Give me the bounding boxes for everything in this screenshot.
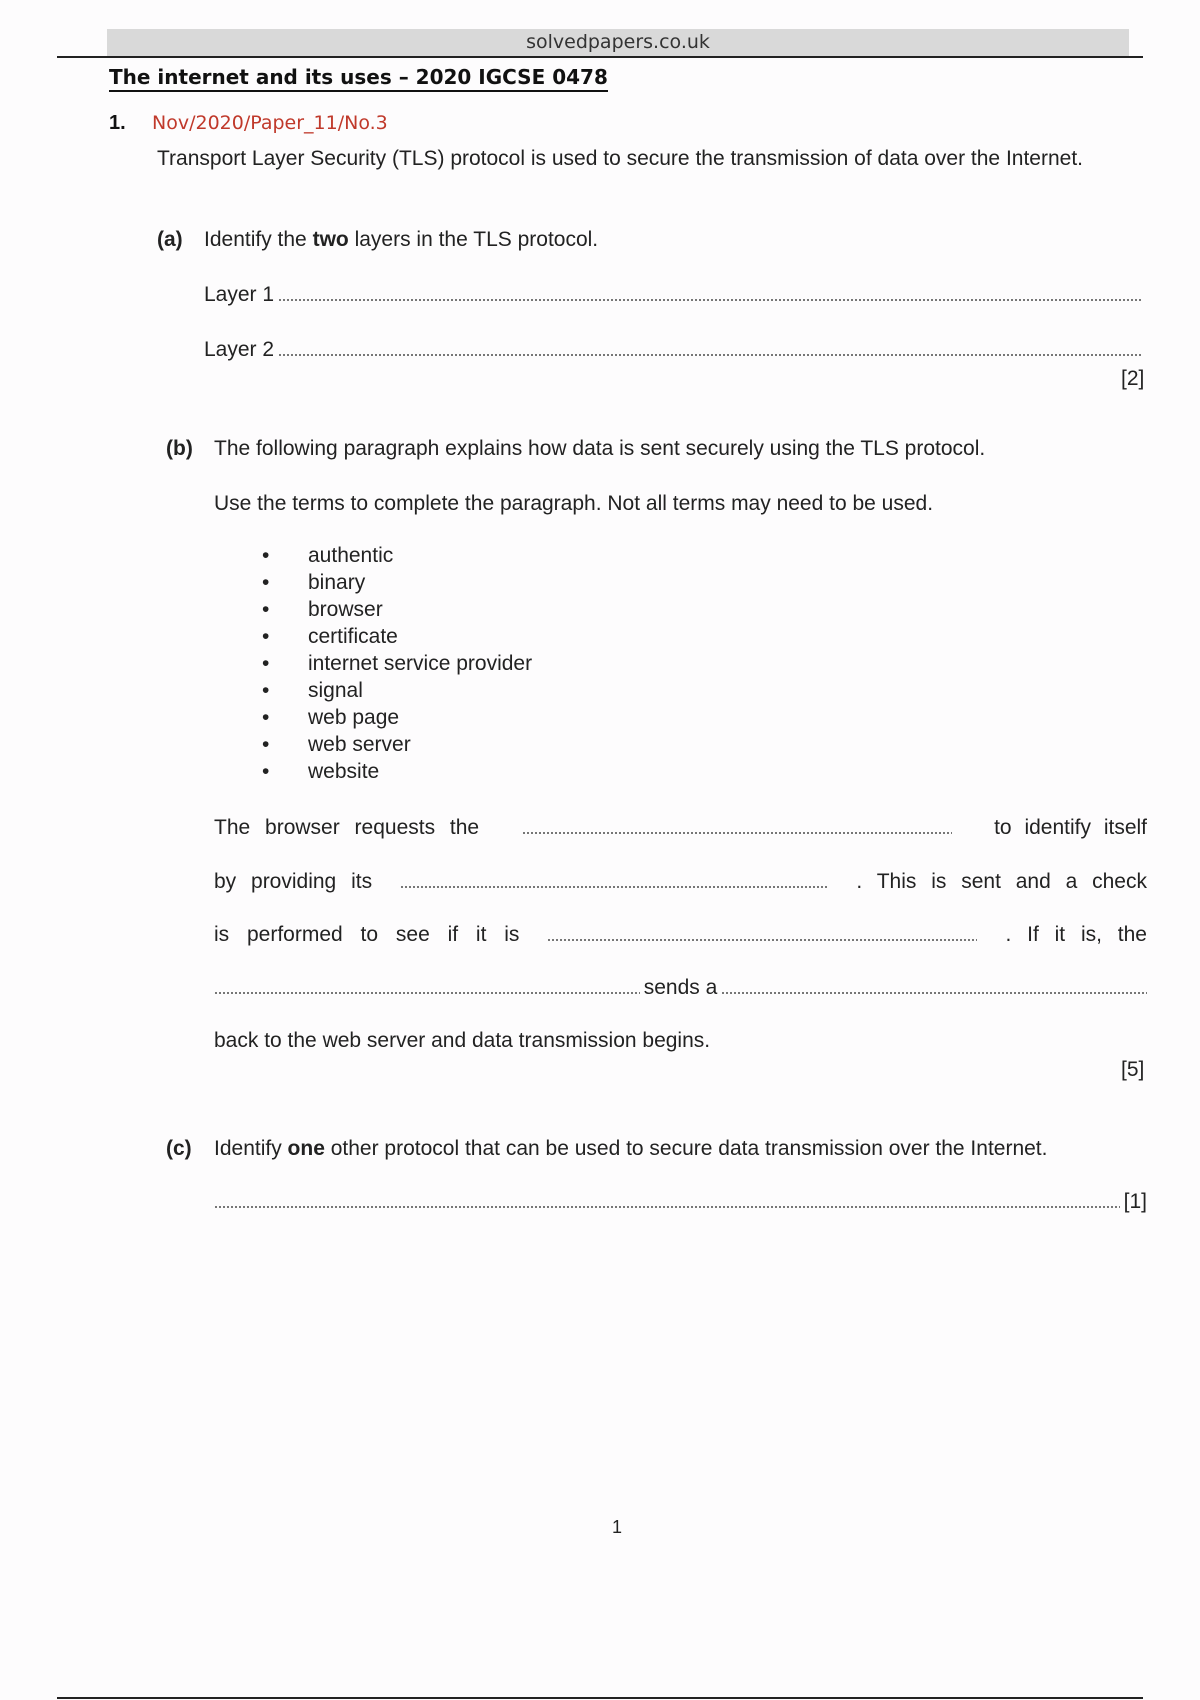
page-title: The internet and its uses – 2020 IGCSE 0478 [109,64,608,92]
terms-list [262,542,532,785]
list-item: • certificate [262,623,532,650]
layer-2-answer-line[interactable] [204,338,1146,362]
site-banner: solvedpapers.co.uk [107,29,1129,56]
part-b-intro: The following paragraph explains how data is sent securely using the TLS protocol. [214,437,986,460]
paragraph-line-5: back to the web server and data transmission begins. [214,1029,711,1052]
paragraph-text: is performed to see if it is [214,923,520,946]
part-c-dotted-line [214,1205,1120,1209]
page-number: 1 [611,1517,622,1537]
part-a-label: (a) [157,228,183,251]
paragraph-text: sends a [643,976,718,999]
paragraph-line-3 [214,917,1147,947]
paragraph-line-2 [214,864,1147,894]
part-c-answer-line[interactable] [214,1190,1147,1214]
list-item: • web server [262,731,532,758]
paragraph-text: The browser requests the [214,816,480,839]
paragraph-text: by providing its [214,870,373,893]
blank-4[interactable] [214,991,640,995]
question-number: 1. [109,112,126,134]
part-c-question: Identify one other protocol that can be used to secure data transmission over the Internet. [214,1137,1048,1160]
part-c-marks: [1] [1123,1190,1147,1213]
blank-1[interactable] [522,831,952,835]
list-item: • binary [262,569,532,596]
paragraph-text: to identify itself [994,816,1147,839]
list-item: • internet service provider [262,650,532,677]
list-item: • website [262,758,532,785]
question-stem: Transport Layer Security (TLS) protocol is used to secure the transmission of data over the Internet. [157,147,1083,170]
paragraph-text: . If it is, the [1005,923,1147,946]
footer-rule [57,1697,1143,1699]
layer-1-label: Layer 1 [204,283,275,306]
paragraph-text: . This is sent and a check [856,870,1147,893]
layer-1-answer-line[interactable] [204,283,1146,307]
layer-2-label: Layer 2 [204,338,275,361]
part-c-label: (c) [166,1137,192,1160]
blank-2[interactable] [400,885,828,889]
part-b-label: (b) [166,437,193,460]
paragraph-line-1 [214,810,1147,840]
blank-3[interactable] [547,938,977,942]
part-a-marks: [2] [1121,367,1145,390]
list-item: • browser [262,596,532,623]
layer-2-dotted-line [278,353,1142,357]
question-reference: Nov/2020/Paper_11/No.3 [152,112,388,134]
list-item: • authentic [262,542,532,569]
blank-5[interactable] [721,991,1147,995]
header-rule [57,56,1143,58]
part-b-instruction: Use the terms to complete the paragraph. Not all terms may need to be used. [214,492,934,515]
paragraph-line-4 [214,970,1147,1000]
part-b-marks: [5] [1121,1058,1145,1081]
list-item: • web page [262,704,532,731]
part-a-question: Identify the two layers in the TLS protocol. [204,228,599,251]
list-item: • signal [262,677,532,704]
layer-1-dotted-line [278,298,1142,302]
